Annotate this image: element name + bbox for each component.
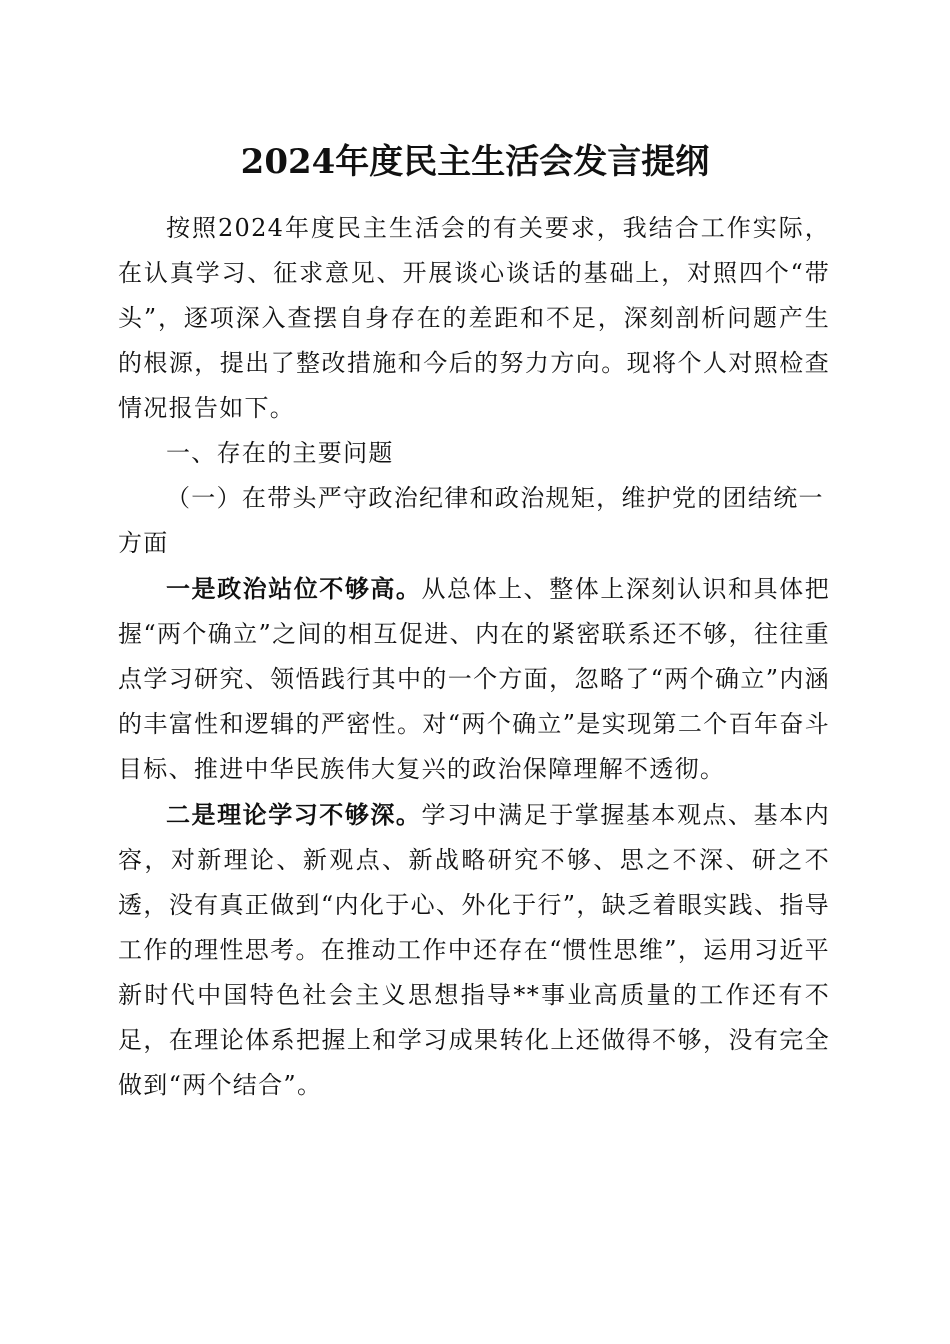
point-two-body: 学习中满足于掌握基本观点、基本内容，对新理论、新观点、新战略研究不够、思之不深、研之不透，没有真正做到“内化于心、外化于行”，缺乏着眼实践、指导工作的理性思考。在推动工作中还存在“惯性思维”，运用习近平新时代中国特色社会主义思想指导**事业高质量的工作还有不足，在理论体系把握上和学习成果转化上还做得不够，没有完全做到“两个结合”。 (118, 801, 830, 1099)
point-one-lead: 一是政治站位不够高。 (166, 574, 422, 603)
intro-paragraph: 按照2024年度民主生活会的有关要求，我结合工作实际，在认真学习、征求意见、开展谈心谈话的基础上，对照四个“带头”，逐项深入查摆自身存在的差距和不足，深刻剖析问题产生的根源，提出了整改措施和今后的努力方向。现将个人对照检查情况报告如下。 (118, 214, 830, 422)
document-title: 2024年度民主生活会发言提纲 (240, 142, 710, 182)
section-heading: 一、存在的主要问题 (166, 439, 394, 467)
point-two-paragraph (118, 792, 830, 1108)
document-body (118, 206, 830, 1108)
subsection-heading: （一）在带头严守政治纪律和政治规矩，维护党的团结统一方面 (118, 484, 824, 557)
point-one-body: 从总体上、整体上深刻认识和具体把握“两个确立”之间的相互促进、内在的紧密联系还不够，往往重点学习研究、领悟践行其中的一个方面，忽略了“两个确立”内涵的丰富性和逻辑的严密性。对“两个确立”是实现第二个百年奋斗目标、推进中华民族伟大复兴的政治保障理解不透彻。 (118, 575, 830, 783)
point-two-lead: 二是理论学习不够深。 (166, 800, 422, 829)
point-one-paragraph (118, 566, 830, 792)
